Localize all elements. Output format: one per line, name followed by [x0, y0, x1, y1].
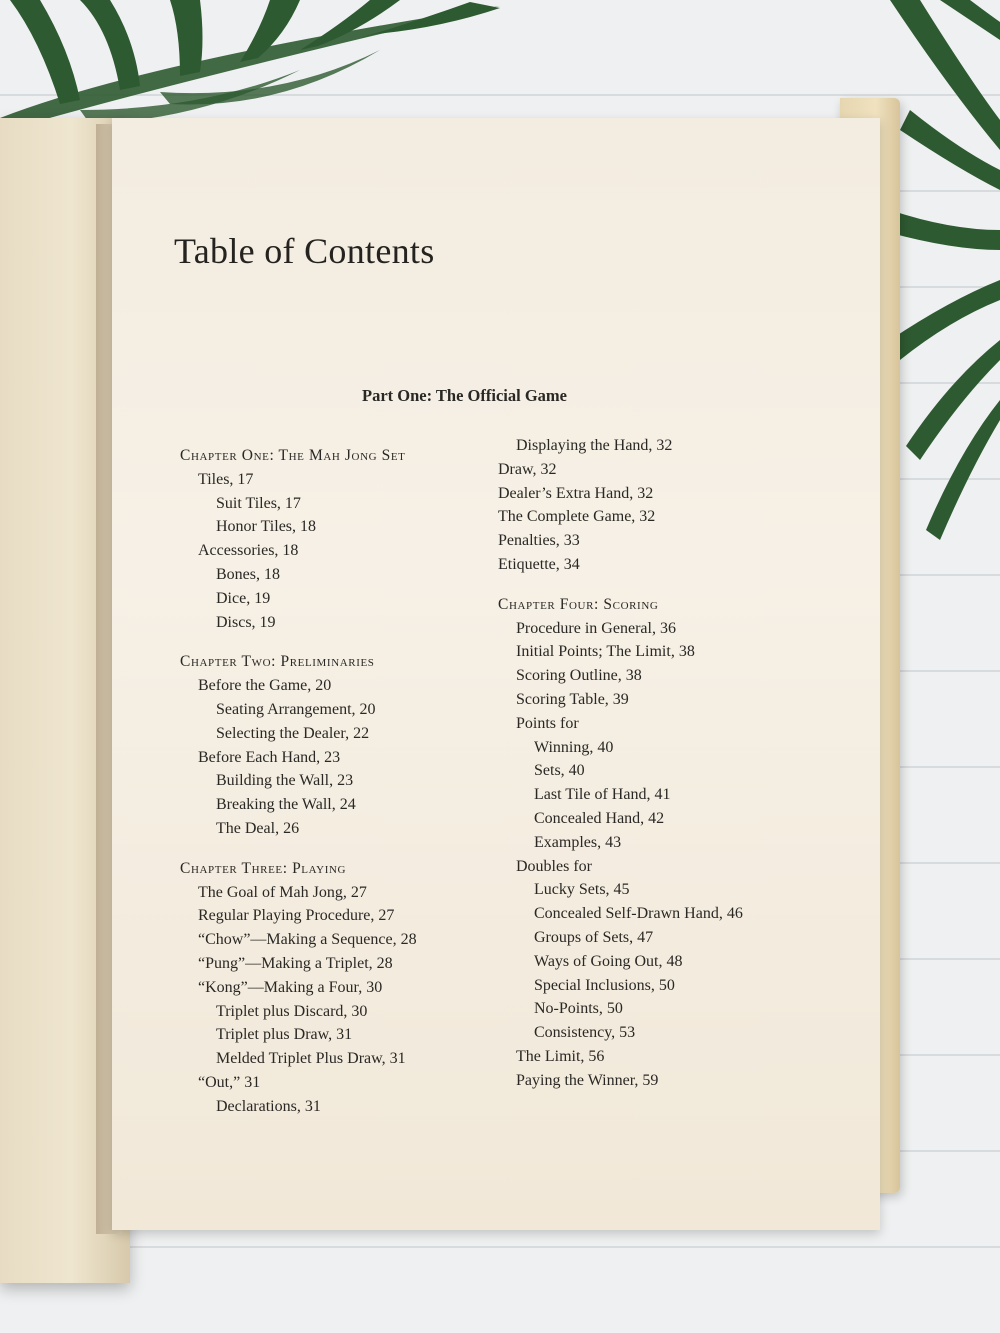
toc-entry: Doubles for: [516, 857, 592, 875]
toc-entry: Building the Wall, 23: [216, 772, 354, 790]
toc-entry: “Kong”—Making a Four, 30: [198, 978, 383, 996]
toc-entry: Scoring Outline, 38: [516, 667, 642, 685]
toc-entry: Regular Playing Procedure, 27: [198, 907, 395, 925]
toc-entry: Procedure in General, 36: [516, 619, 676, 637]
toc-entry: Lucky Sets, 45: [534, 881, 630, 899]
toc-entry: Last Tile of Hand, 41: [534, 786, 671, 804]
toc-chapter-heading: Chapter Three: Playing: [180, 859, 347, 877]
toc-right-column: [498, 434, 838, 1093]
toc-entry: Penalties, 33: [498, 532, 580, 550]
part-title: Part One: The Official Game: [362, 386, 567, 405]
toc-entry: Displaying the Hand, 32: [516, 437, 673, 454]
toc-entry: Accessories, 18: [198, 542, 299, 560]
toc-entry: Scoring Table, 39: [516, 690, 629, 708]
toc-entry: The Goal of Mah Jong, 27: [198, 883, 367, 901]
toc-entry: Examples, 43: [534, 833, 622, 851]
toc-entry: Dice, 19: [216, 589, 271, 607]
toc-chapter-heading: Chapter Two: Preliminaries: [180, 653, 375, 671]
toc-entry: Triplet plus Draw, 31: [216, 1026, 353, 1044]
toc-entry: Melded Triplet Plus Draw, 31: [216, 1050, 406, 1068]
page-title: Table of Contents: [174, 231, 435, 271]
toc-entry: Discs, 19: [216, 613, 276, 631]
toc-entry: Sets, 40: [534, 762, 585, 780]
toc-gap: [180, 841, 510, 851]
toc-gap: [180, 634, 510, 644]
toc-entry: Selecting the Dealer, 22: [216, 724, 370, 742]
toc-entry: Suit Tiles, 17: [216, 494, 301, 512]
toc-entry: Winning, 40: [534, 738, 614, 756]
toc-entry: No-Points, 50: [534, 1000, 623, 1018]
toc-entry: Paying the Winner, 59: [516, 1071, 659, 1089]
toc-entry: “Pung”—Making a Triplet, 28: [198, 954, 393, 972]
toc-entry: Special Inclusions, 50: [534, 976, 675, 994]
toc-entry: Honor Tiles, 18: [216, 518, 317, 536]
contents-page: [112, 118, 880, 1230]
toc-entry: Consistency, 53: [534, 1024, 636, 1042]
toc-chapter-heading: Chapter One: The Mah Jong Set: [180, 447, 406, 464]
toc-entry: Concealed Self-Drawn Hand, 46: [534, 905, 743, 923]
toc-entry: Triplet plus Discard, 30: [216, 1002, 368, 1020]
toc-entry: “Out,” 31: [198, 1073, 261, 1091]
toc-entry: Ways of Going Out, 48: [534, 952, 683, 970]
toc-entry: Breaking the Wall, 24: [216, 796, 356, 814]
toc-entry: Points for: [516, 714, 579, 732]
toc-entry: Etiquette, 34: [498, 555, 580, 573]
toc-entry: Bones, 18: [216, 565, 280, 583]
toc-entry: Declarations, 31: [216, 1097, 321, 1115]
toc-left-column: [180, 438, 510, 1119]
toc-entry: Draw, 32: [498, 460, 557, 478]
toc-entry: Dealer’s Extra Hand, 32: [498, 484, 654, 502]
toc-entry: Initial Points; The Limit, 38: [516, 643, 695, 661]
toc-entry: Tiles, 17: [198, 470, 254, 488]
toc-entry: The Complete Game, 32: [498, 508, 656, 526]
toc-entry: Before the Game, 20: [198, 677, 332, 695]
toc-entry: The Deal, 26: [216, 819, 300, 837]
toc-entry: Groups of Sets, 47: [534, 928, 654, 946]
toc-chapter-heading: Chapter Four: Scoring: [498, 595, 659, 613]
toc-entry: “Chow”—Making a Sequence, 28: [198, 931, 417, 949]
toc-entry: The Limit, 56: [516, 1047, 605, 1065]
toc-entry: Before Each Hand, 23: [198, 748, 341, 766]
toc-gap: [498, 577, 838, 587]
toc-entry: Seating Arrangement, 20: [216, 700, 376, 718]
toc-entry: Concealed Hand, 42: [534, 809, 665, 827]
